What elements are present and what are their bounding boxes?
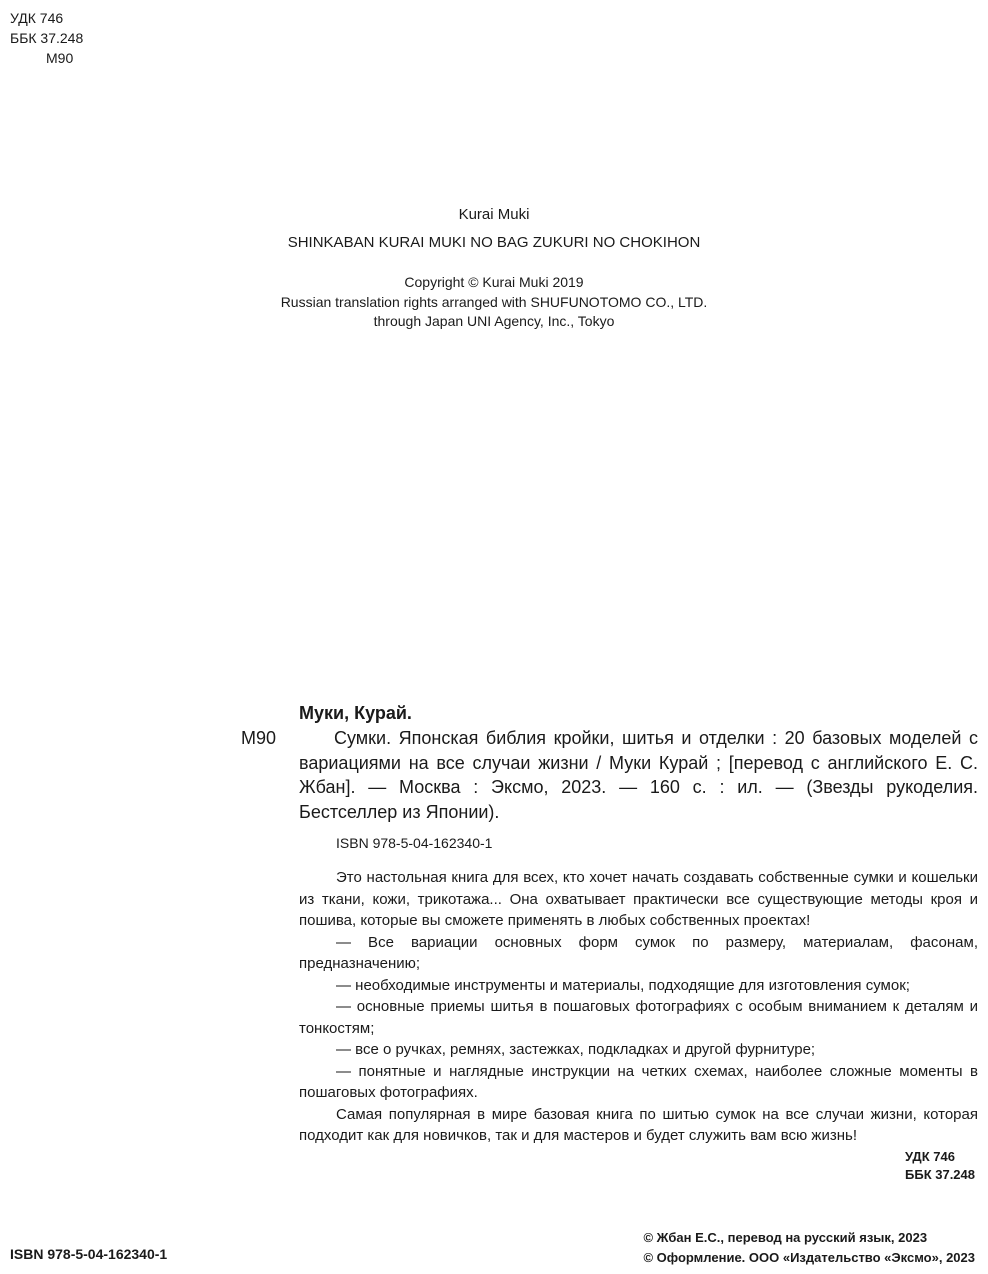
annotation-paragraph: Это настольная книга для всех, кто хочет начать создавать собственные сумки и кошельки из ткани, кожи, трикотажа... Она охватывает практически все существующие методы кроя и пошива, которые вы сможете применять в любых собственных проектах! <box>299 869 978 929</box>
bbk-code: ББК 37.248 <box>10 30 84 46</box>
original-title: SHINKABAN KURAI MUKI NO BAG ZUKURI NO CHOKIHON <box>287 234 701 251</box>
bbk-code: ББК 37.248 <box>905 1167 975 1182</box>
entry-isbn: ISBN 978-5-04-162340-1 <box>336 835 493 851</box>
annotation-paragraph: — все о ручках, ремнях, застежках, подкладках и другой фурнитуре; <box>336 1041 816 1058</box>
copyright-line: Copyright © Kurai Muki 2019 <box>404 274 584 290</box>
copyright-line: Russian translation rights arranged with SHUFUNOTOMO CO., LTD. <box>280 293 708 310</box>
entry-author-mark: М90 <box>241 728 277 748</box>
annotation-paragraph: — необходимые инструменты и материалы, подходящие для изготовления сумок; <box>336 976 910 994</box>
annotation <box>299 867 978 1147</box>
translation-copyright: © Жбан Е.С., перевод на русский язык, 2023 <box>643 1230 928 1245</box>
classification-codes-top <box>10 8 83 68</box>
footer-copyright <box>643 1228 975 1268</box>
author-mark: М90 <box>46 50 74 66</box>
design-copyright: © Оформление. ООО «Издательство «Эксмо», 2023 <box>643 1250 975 1265</box>
copyright-line: through Japan UNI Agency, Inc., Tokyo <box>373 313 615 329</box>
annotation-paragraph: Самая популярная в мире базовая книга по шитью сумок на все случаи жизни, которая подходит как для новичков, так и для мастеров и будет служить вам всю жизнь! <box>299 1105 978 1144</box>
original-author: Kurai Muki <box>458 206 530 223</box>
annotation-paragraph: — основные приемы шитья в пошаговых фотографиях с особым вниманием к деталям и тонкостям; <box>299 998 978 1037</box>
entry-author: Муки, Курай. <box>299 703 412 723</box>
footer-isbn: ISBN 978-5-04-162340-1 <box>10 1246 168 1262</box>
annotation-paragraph: — понятные и наглядные инструкции на четких схемах, наиболее сложные моменты в пошаговых фотографиях. <box>299 1062 978 1101</box>
copyright-notice <box>0 273 988 332</box>
udk-code: УДК 746 <box>905 1149 955 1164</box>
annotation-paragraph: — Все вариации основных форм сумок по размеру, материалам, фасонам, предназначению; <box>299 933 978 972</box>
udk-code: УДК 746 <box>10 10 64 26</box>
bibliographic-description: Сумки. Японская библия кройки, шитья и отделки : 20 базовых моделей с вариациями на все случаи жизни / Муки Курай ; [перевод с английского Е. С. Жбан]. — Москва : Эксмо, 2023. — 160 с. : ил. — (Звезды рукоделия. Бестселлер из Японии). <box>299 728 978 822</box>
classification-codes-bottom <box>905 1148 975 1184</box>
